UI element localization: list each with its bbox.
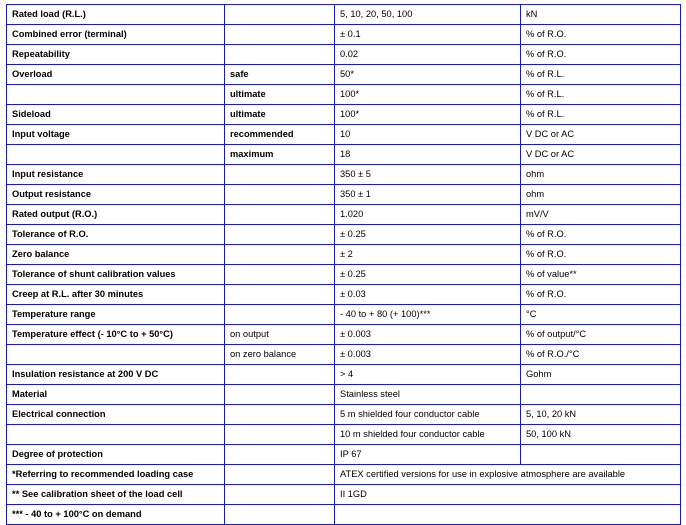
cell-parameter: Tolerance of R.O. (7, 225, 225, 245)
cell-condition (225, 265, 335, 285)
cell-parameter: Sideload (7, 105, 225, 125)
cell-unit: % of R.O. (521, 45, 681, 65)
table-row (7, 365, 681, 385)
cell-condition (225, 365, 335, 385)
cell-parameter: Combined error (terminal) (7, 25, 225, 45)
cell-parameter: Degree of protection (7, 445, 225, 465)
cell-value: 0.02 (335, 45, 521, 65)
cell-value: II 1GD (335, 485, 681, 505)
cell-unit: V DC or AC (521, 125, 681, 145)
cell-value: 100* (335, 85, 521, 105)
cell-unit (521, 385, 681, 405)
table-row (7, 145, 681, 165)
cell-unit: °C (521, 305, 681, 325)
cell-value: 50* (335, 65, 521, 85)
cell-value: ± 0.25 (335, 265, 521, 285)
cell-parameter: Rated load (R.L.) (7, 5, 225, 25)
cell-condition (225, 305, 335, 325)
cell-value: > 4 (335, 365, 521, 385)
cell-value: ± 0.003 (335, 325, 521, 345)
cell-parameter: Input voltage (7, 125, 225, 145)
cell-value: 5 m shielded four conductor cable (335, 405, 521, 425)
cell-value: 10 m shielded four conductor cable (335, 425, 521, 445)
cell-value: ± 0.25 (335, 225, 521, 245)
cell-value: ± 0.1 (335, 25, 521, 45)
cell-parameter (7, 145, 225, 165)
cell-condition (225, 445, 335, 465)
table-row (7, 425, 681, 445)
cell-condition (225, 185, 335, 205)
cell-parameter (7, 345, 225, 365)
cell-condition: on zero balance (225, 345, 335, 365)
cell-condition (225, 205, 335, 225)
cell-condition: recommended (225, 125, 335, 145)
cell-parameter: Input resistance (7, 165, 225, 185)
specification-table-body (7, 5, 681, 525)
cell-unit: % of R.L. (521, 105, 681, 125)
cell-condition (225, 465, 335, 485)
cell-value: ± 0.003 (335, 345, 521, 365)
table-row (7, 225, 681, 245)
cell-value: IP 67 (335, 445, 521, 465)
table-row (7, 205, 681, 225)
cell-unit: ohm (521, 165, 681, 185)
cell-parameter: Creep at R.L. after 30 minutes (7, 285, 225, 305)
cell-condition: ultimate (225, 85, 335, 105)
table-row (7, 5, 681, 25)
table-row (7, 385, 681, 405)
table-row (7, 325, 681, 345)
cell-parameter: Output resistance (7, 185, 225, 205)
table-row (7, 185, 681, 205)
cell-value: 100* (335, 105, 521, 125)
cell-parameter: Zero balance (7, 245, 225, 265)
table-row (7, 45, 681, 65)
table-row (7, 125, 681, 145)
cell-condition (225, 425, 335, 445)
cell-unit: ohm (521, 185, 681, 205)
cell-condition: ultimate (225, 105, 335, 125)
cell-value: Stainless steel (335, 385, 521, 405)
table-row (7, 85, 681, 105)
cell-value: 1.020 (335, 205, 521, 225)
cell-parameter: *** - 40 to + 100°C on demand (7, 505, 225, 525)
cell-condition (225, 405, 335, 425)
cell-unit (521, 445, 681, 465)
cell-unit: mV/V (521, 205, 681, 225)
table-row (7, 465, 681, 485)
specification-table (6, 4, 681, 525)
cell-unit: V DC or AC (521, 145, 681, 165)
cell-parameter: Rated output (R.O.) (7, 205, 225, 225)
cell-parameter (7, 85, 225, 105)
table-row (7, 165, 681, 185)
cell-unit: 5, 10, 20 kN (521, 405, 681, 425)
cell-condition: safe (225, 65, 335, 85)
cell-value: ± 2 (335, 245, 521, 265)
cell-parameter: Electrical connection (7, 405, 225, 425)
table-row (7, 65, 681, 85)
cell-condition (225, 45, 335, 65)
cell-condition: on output (225, 325, 335, 345)
cell-condition (225, 225, 335, 245)
cell-unit: % of R.O. (521, 225, 681, 245)
cell-unit: 50, 100 kN (521, 425, 681, 445)
cell-parameter: Insulation resistance at 200 V DC (7, 365, 225, 385)
cell-condition (225, 485, 335, 505)
cell-unit: Gohm (521, 365, 681, 385)
cell-value: 350 ± 5 (335, 165, 521, 185)
cell-unit: % of output/°C (521, 325, 681, 345)
cell-value: 18 (335, 145, 521, 165)
cell-unit: % of R.O. (521, 25, 681, 45)
cell-parameter: Tolerance of shunt calibration values (7, 265, 225, 285)
cell-condition (225, 25, 335, 45)
cell-parameter: Material (7, 385, 225, 405)
table-row (7, 345, 681, 365)
cell-parameter: Temperature range (7, 305, 225, 325)
cell-unit: % of R.O. (521, 285, 681, 305)
table-row (7, 105, 681, 125)
cell-condition: maximum (225, 145, 335, 165)
cell-value: 10 (335, 125, 521, 145)
cell-condition (225, 5, 335, 25)
cell-unit: % of R.L. (521, 65, 681, 85)
cell-unit: % of value** (521, 265, 681, 285)
cell-value (335, 505, 681, 525)
cell-parameter: ** See calibration sheet of the load cell (7, 485, 225, 505)
cell-value: ± 0.03 (335, 285, 521, 305)
cell-unit: % of R.O./°C (521, 345, 681, 365)
cell-parameter: Temperature effect (- 10°C to + 50°C) (7, 325, 225, 345)
cell-value: 5, 10, 20, 50, 100 (335, 5, 521, 25)
table-row (7, 265, 681, 285)
cell-condition (225, 245, 335, 265)
cell-parameter: Overload (7, 65, 225, 85)
table-row (7, 445, 681, 465)
table-row (7, 245, 681, 265)
table-row (7, 305, 681, 325)
cell-condition (225, 285, 335, 305)
table-row (7, 485, 681, 505)
cell-parameter: *Referring to recommended loading case (7, 465, 225, 485)
cell-unit: % of R.O. (521, 245, 681, 265)
table-row (7, 405, 681, 425)
cell-condition (225, 505, 335, 525)
cell-condition (225, 385, 335, 405)
cell-parameter: Repeatability (7, 45, 225, 65)
table-row (7, 25, 681, 45)
cell-value: ATEX certified versions for use in explosive atmosphere are available (335, 465, 681, 485)
cell-condition (225, 165, 335, 185)
cell-unit: kN (521, 5, 681, 25)
cell-parameter (7, 425, 225, 445)
cell-value: - 40 to + 80 (+ 100)*** (335, 305, 521, 325)
table-row (7, 285, 681, 305)
cell-value: 350 ± 1 (335, 185, 521, 205)
table-row (7, 505, 681, 525)
cell-unit: % of R.L. (521, 85, 681, 105)
